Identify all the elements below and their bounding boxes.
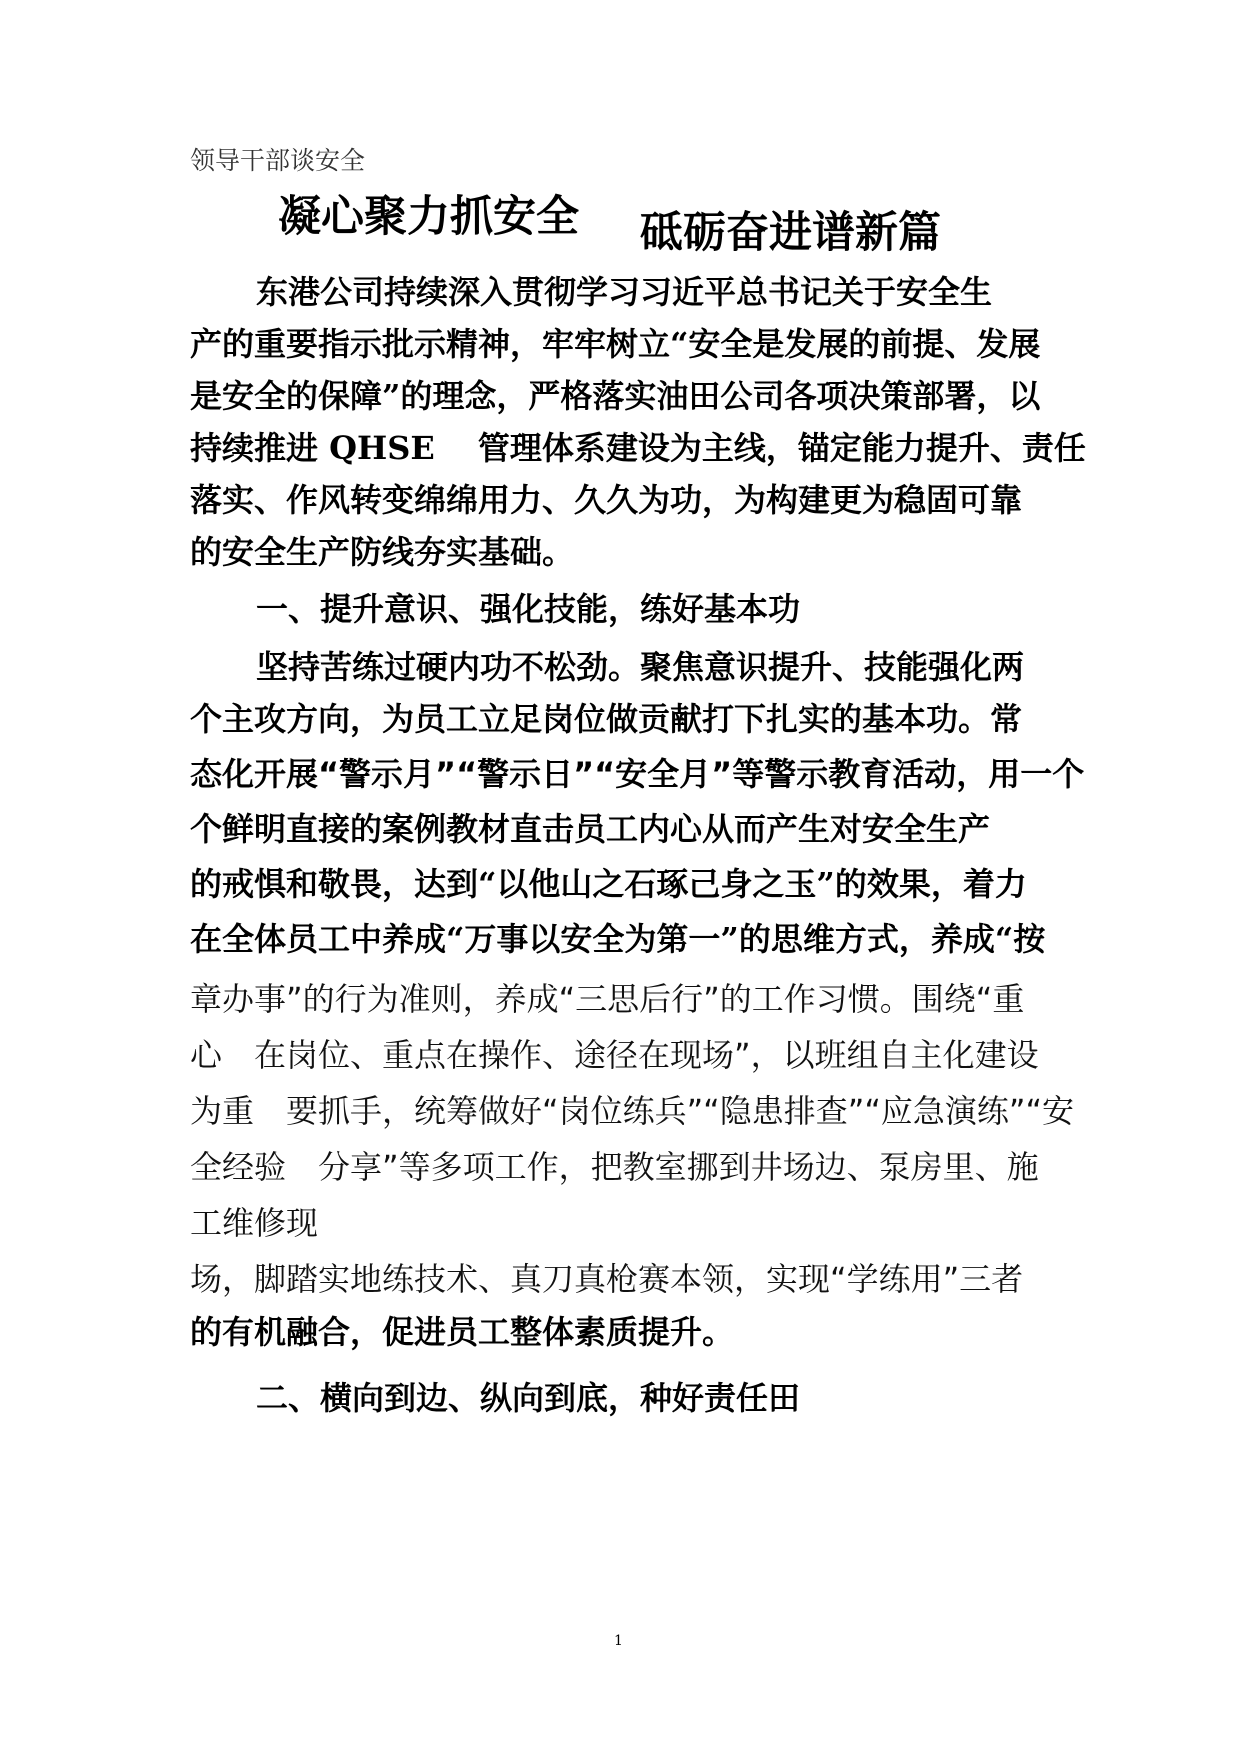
section1-line-12: 场，脚踏实地练技术、真刀真枪赛本领，实现“学练用”三者 [190,1260,1024,1298]
section1-line-4: 个鲜明直接的案例教材直击员工内心从而产生对安全生产 [190,810,991,848]
section1-line-1: 坚持苦练过硬内功不松劲。聚焦意识提升、技能强化两 [256,648,1025,686]
section1-line-5: 的戒惧和敬畏，达到“以他山之石琢己身之玉”的效果，着力 [190,865,1027,903]
section-heading-1: 一、提升意识、强化技能，练好基本功 [256,590,801,628]
section1-line-11: 工维修现 [190,1204,319,1242]
section1-line-8: 心 在岗位、重点在操作、途径在现场”，以班组自主化建设 [190,1036,1039,1074]
intro-line-1: 东港公司持续深入贯彻学习习近平总书记关于安全生 [256,273,993,311]
section1-line-10: 全经验 分享”等多项工作，把教室挪到井场边、泵房里、施 [190,1148,1039,1186]
title-part-2: 砥砺奋进谱新篇 [640,208,941,258]
section1-line-13: 的有机融合，促进员工整体素质提升。 [190,1313,735,1351]
column-kicker: 领导干部谈安全 [190,146,366,175]
section1-line-9: 为重 要抓手，统筹做好“岗位练兵”“隐患排查”“应急演练”“安 [190,1092,1075,1130]
intro-line-3: 是安全的保障”的理念，严格落实油田公司各项决策部署，以 [190,377,1041,415]
intro-line-6: 的安全生产防线夯实基础。 [190,533,575,571]
section1-line-2: 个主攻方向，为员工立足岗位做贡献打下扎实的基本功。常 [190,700,1023,738]
section1-line-7: 章办事”的行为准则，养成“三思后行”的工作习惯。围绕“重 [190,980,1025,1018]
intro-line-2: 产的重要指示批示精神，牢牢树立“安全是发展的前提、发展 [190,325,1041,363]
section-heading-2: 二、横向到边、纵向到底，种好责任田 [256,1379,801,1417]
section1-line-6: 在全体员工中养成“万事以安全为第一”的思维方式，养成“按 [190,920,1046,958]
title-part-1: 凝心聚力抓安全 [278,192,579,242]
intro-line-5: 落实、作风转变绵绵用力、久久为功，为构建更为稳固可靠 [190,481,1023,519]
intro-line-4: 持续推进 QHSE 管理体系建设为主线，锚定能力提升、责任 [190,429,1086,467]
section1-line-3: 态化开展“警示月”“警示日”“安全月”等警示教育活动，用一个 [190,755,1085,793]
page-number: 1 [614,1633,623,1649]
